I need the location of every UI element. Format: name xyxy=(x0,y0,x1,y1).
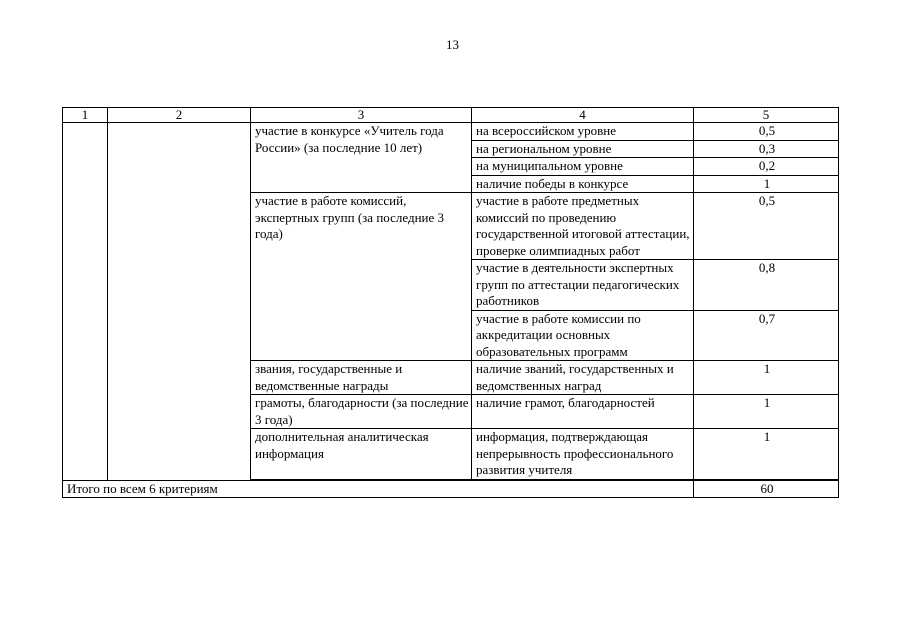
score-cell: 0,3 xyxy=(694,140,839,158)
score-cell: 0,8 xyxy=(694,260,839,311)
criterion-cell: звания, государственные и ведомственные награды xyxy=(251,361,472,395)
total-row xyxy=(63,480,839,498)
score-cell: 1 xyxy=(694,395,839,429)
indicator-cell: участие в деятельности экспертных групп по аттестации педагогических работников xyxy=(472,260,694,311)
indicator-cell: участие в работе комиссии по аккредитации основных образовательных программ xyxy=(472,310,694,361)
header-cell: 5 xyxy=(694,108,839,123)
indicator-cell: участие в работе предметных комиссий по проведению государственной итоговой аттестации, проверке олимпиадных работ xyxy=(472,193,694,260)
criterion-group-cell xyxy=(108,123,251,481)
indicator-cell: на региональном уровне xyxy=(472,140,694,158)
header-cell: 1 xyxy=(63,108,108,123)
score-cell: 1 xyxy=(694,361,839,395)
criterion-cell: участие в работе комиссий, экспертных групп (за последние 3 года) xyxy=(251,193,472,361)
header-cell: 4 xyxy=(472,108,694,123)
indicator-cell: наличие победы в конкурсе xyxy=(472,175,694,193)
score-cell: 0,5 xyxy=(694,123,839,141)
score-cell: 1 xyxy=(694,175,839,193)
table-header-row xyxy=(63,108,839,123)
score-cell: 0,7 xyxy=(694,310,839,361)
table-row xyxy=(63,123,839,141)
criterion-cell: дополнительная аналитическая информация xyxy=(251,429,472,480)
indicator-cell: на всероссийском уровне xyxy=(472,123,694,141)
indicator-cell: на муниципальном уровне xyxy=(472,158,694,176)
indicator-cell: информация, подтверждающая непрерывность профессионального развития учителя xyxy=(472,429,694,480)
page-number: 13 xyxy=(446,37,459,52)
total-score: 60 xyxy=(694,480,839,498)
indicator-cell: наличие званий, государственных и ведомственных наград xyxy=(472,361,694,395)
total-label: Итого по всем 6 критериям xyxy=(63,480,694,498)
score-cell: 0,5 xyxy=(694,193,839,260)
indicator-cell: наличие грамот, благодарностей xyxy=(472,395,694,429)
header-cell: 2 xyxy=(108,108,251,123)
score-cell: 0,2 xyxy=(694,158,839,176)
header-cell: 3 xyxy=(251,108,472,123)
score-cell: 1 xyxy=(694,429,839,480)
criterion-cell: участие в конкурсе «Учитель года России» (за последние 10 лет) xyxy=(251,123,472,193)
criteria-table xyxy=(62,107,839,498)
criterion-cell: грамоты, благодарности (за последние 3 года) xyxy=(251,395,472,429)
number-cell xyxy=(63,123,108,481)
